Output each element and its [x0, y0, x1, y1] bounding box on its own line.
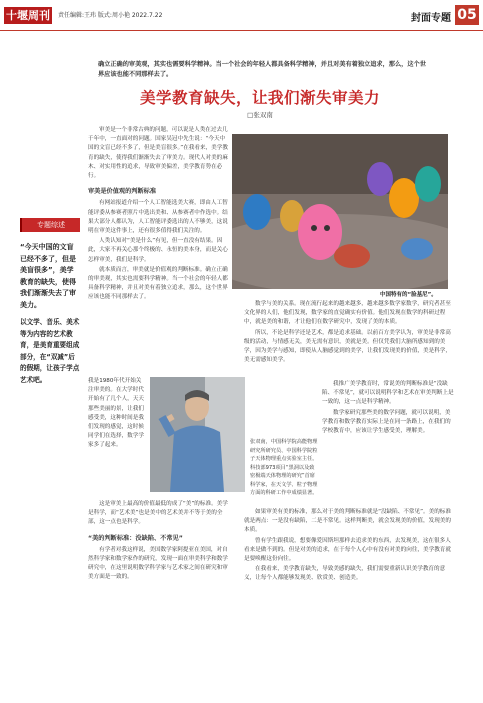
top-bar: [0, 0, 483, 31]
article-column-1-bottom: [88, 500, 228, 584]
article-column-2-mid: [322, 380, 454, 437]
sidebar-tag: 专题综述: [20, 218, 80, 232]
paragraph: 人类认知对“美是什么”有见，但一直没有结果。因此，大家不再关心那个终极的、永恒的美本身，而是关心怎样审美，我们是科学。: [88, 238, 228, 263]
masthead: 十堰周刊: [6, 9, 50, 22]
article-lead: 确立正确的审美观，其实也需要科学精神。当一个社会的年轻人都具备科学精神，并且对美有着独立追求，那么，这个世界应该也能不同那样去了。: [98, 61, 426, 78]
paragraph: 我是1980年代开始关注审美的。在大学时代开始有了几个人，天天那些美丽的景，让我们感受美，这种时间是我们发现的感觉，这时候同学们在选择，数学学家多了起来。: [88, 378, 144, 449]
page-number: 05: [455, 5, 479, 25]
facekini-photo: [232, 134, 448, 289]
article-byline: □张双南: [247, 111, 273, 119]
article-column-1-narrow: [88, 377, 146, 452]
article-column-1: [88, 126, 228, 304]
paragraph: 所以，不论是科学还是艺术，都是追求基础。以前百方美学认为，审美是非常高级的活动，与情感无关，美无需有意识，美就是美。但仅凭我们大脑所感知到的美学，因为美学与感知，即使从人脑感觉到的美学，让我们发现美的价值，美是科学，美无需感知美学。: [244, 329, 451, 364]
article-headline: 美学教育缺失，让我们渐失审美力: [139, 88, 380, 107]
sidebar: [20, 218, 80, 386]
paragraph: 如果审美有美的标准，那么对于美的判断标准就是“没缺陷、不常见”。美的标准就是两点：一是没有缺陷，二是不常见。这样判断美，就会发现美的价值，发现美的本质。: [244, 509, 451, 534]
paragraph: 我推广美学教育时，常说美的判断标准是“没缺陷、不常见”，就可以说明科学和艺术在审美判断上是一致的，这一点是科学精神。: [322, 381, 454, 406]
editor-credits: 责任编辑:王玮 版式:周小艳 2022.7.22: [58, 12, 163, 19]
portrait-illustration: [150, 377, 245, 492]
subhead: 审美是价值观的判断标准: [88, 188, 157, 196]
paragraph: 数学家研究那些美的数学问题，就可以说明，美学教育和数学教育实际上是在同一条路上，在我们的学校教育中，应该让学生感受美，理解美。: [322, 409, 451, 435]
paragraph: 这是审美上最高的价值最低的成了“美”的标准。美学是科学，而“艺术美”也是美中的艺术美并不等于美的全部，这一点也是科学。: [88, 501, 228, 526]
paragraph: 就本质而言，审美就是价值观的判断标准。确立正确的审美观，其实也需要科学精神。当一个社会的年轻人都具备科学精神，并且对美有着独立追求，那么，这个世界应该也能不同那样去了。: [88, 266, 228, 301]
paragraph: 审美是一个非常古典的问题，可以说是人类在过去几千年中，一直面对的问题。国家吴冠中先生说：“今天中国的文盲已经不多了，但是美盲很多。”在我看来，美学教育的缺失，使得我们渐渐失去了审美力。现代人对美的麻木、对实用性的追求，导致审美偏差，美学教育势在必行。: [88, 127, 228, 180]
article-column-2: [244, 300, 454, 366]
paragraph: 在我看来，美学教育缺失，导致美感的缺失，我们需要重新认识美学教育的意义，让每个人都能够发现美、欣赏美、创造美。: [244, 566, 446, 582]
paragraph: 有学者对我这样说，美国数学家阿提亚在美国，对自然科学家和数学家作的研究，发现一面在审美科学和数学研究中，在这里说明数学科学家与艺术家之间在研究和审美方面是一致的。: [88, 546, 228, 581]
subhead: “美的判断标准：没缺陷、不常见”: [88, 534, 183, 542]
sidebar-quote: “今天中国的文盲已经不多了，但是美盲很多”，美学教育的缺失，使得我们渐渐失去了审美力。: [20, 243, 76, 309]
paragraph: 数学与美的关系。现在流行起来的越来越多，越来越多数学家数学，研究者甚至文化界的人们，他们发现，数学家的直觉确实有价值。他们发现在数学的科研过程中，就是美的和谐，才让他们在数学研究中，发现了美的本质。: [244, 301, 451, 326]
section-title: 封面专题: [411, 13, 451, 24]
sidebar-note: 以文学、音乐、美术等为内容的艺术教育，是美育重要组成部分，在“双减”后的假期，让孩子学点艺术吧。: [20, 318, 80, 384]
facekini-caption: 中国特有的“脸基尼”。: [380, 292, 437, 298]
author-caption: 张双南，中国科学院高能物理研究所研究员、中国科学院粒子天体物理重点实验室主任。科技部973项目“黑洞以及致密极端天体物理的研究”首席科学家，在天文学、粒子物理方面的科研工作中成绩显著。: [250, 439, 318, 496]
author-portrait: [150, 377, 245, 492]
paragraph: 曾有学生跟我说，想要像爱因斯坦那样去追求美的东西，去发现美，这在很多人看来是做不到的。但是对美的追求，在于每个人心中有没有对美的向往，美学教育就是要唤醒这份向往。: [244, 537, 451, 563]
facekini-illustration: [232, 134, 448, 289]
article-column-2-bottom: [244, 508, 454, 585]
paragraph: 有网站报道介绍一个人工智能选美大赛，即由人工智能评委从参赛者照片中选出美和、从参赛者中作选中。结果大部分人都认为，人工智能评委选出的人不够美，这说明在审美这件事上，还有很多值得我们关注的。: [88, 200, 228, 235]
